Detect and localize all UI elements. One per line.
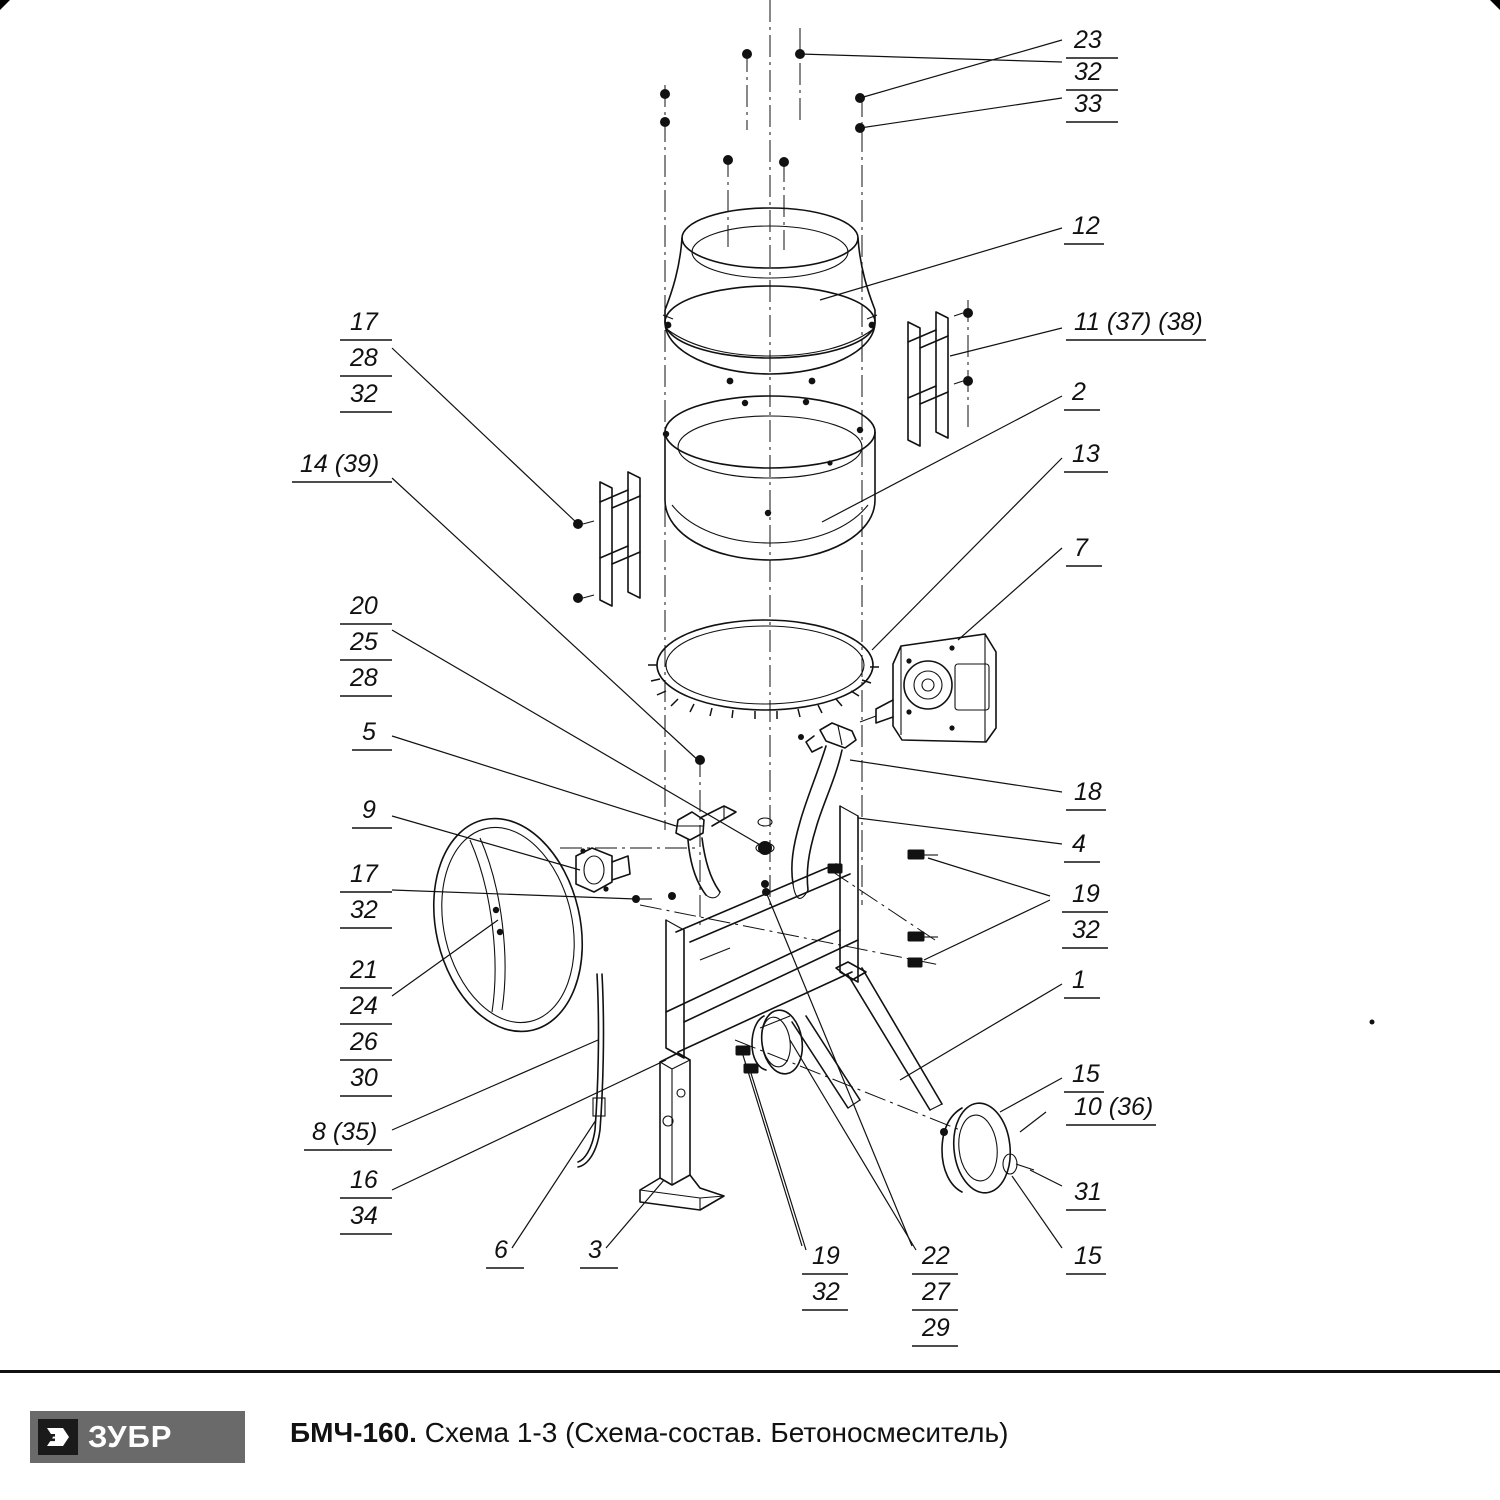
callout-label: 16 bbox=[350, 1166, 378, 1194]
callout-23-32-33 bbox=[1066, 26, 1118, 122]
leader-lines bbox=[392, 40, 1062, 1250]
callout-17-28-32 bbox=[340, 308, 392, 412]
callout-label-11: 11 (37) (38) bbox=[1074, 308, 1203, 336]
callout-label-15a: 15 bbox=[1072, 1060, 1100, 1088]
callout-label-1: 1 bbox=[1072, 966, 1086, 994]
callout-19-32-right bbox=[1062, 880, 1108, 948]
callout-17-32 bbox=[340, 860, 392, 928]
callout-label-14: 14 (39) bbox=[300, 450, 380, 478]
hub-flange bbox=[576, 848, 630, 892]
caption-text: Схема 1-3 (Схема-состав. Бетоносмеситель) bbox=[424, 1417, 1009, 1448]
callout-label-13: 13 bbox=[1072, 440, 1100, 468]
callout-label: 23 bbox=[1074, 26, 1102, 54]
callout-16-34 bbox=[340, 1166, 392, 1234]
callout-label: 19 bbox=[812, 1242, 840, 1270]
callout-22-27-29 bbox=[912, 1242, 958, 1346]
callout-label-4: 4 bbox=[1072, 830, 1086, 858]
callout-label: 28 bbox=[350, 664, 378, 692]
callout-label: 25 bbox=[350, 628, 378, 656]
part-drum-bracket-left bbox=[573, 472, 640, 606]
part-lower-drum-bowl bbox=[663, 396, 875, 560]
callout-label-8: 8 (35) bbox=[312, 1118, 378, 1146]
part-wheel-front bbox=[940, 1100, 1034, 1195]
part-ring-gear bbox=[648, 620, 879, 719]
model-number: БМЧ-160. bbox=[290, 1417, 417, 1448]
part-motor-gearbox bbox=[860, 634, 996, 742]
brand-name: ЗУБР bbox=[88, 1419, 173, 1454]
callout-label: 17 bbox=[350, 308, 378, 336]
callout-label-3: 3 bbox=[588, 1236, 602, 1264]
part-drum-bracket-right bbox=[908, 308, 973, 446]
callout-label-5: 5 bbox=[362, 718, 376, 746]
callout-label: 29 bbox=[922, 1314, 950, 1342]
callout-label-2: 2 bbox=[1072, 378, 1086, 406]
callout-label: 34 bbox=[350, 1202, 378, 1230]
callout-labels bbox=[292, 26, 1206, 1346]
callout-label: 32 bbox=[350, 896, 378, 924]
callout-20-25-28 bbox=[340, 592, 392, 696]
callout-21-24-26-30 bbox=[340, 956, 392, 1096]
stray-dot bbox=[1370, 1020, 1375, 1025]
callout-label-7: 7 bbox=[1074, 534, 1088, 562]
callout-label: 30 bbox=[350, 1064, 378, 1092]
part-hook-rod bbox=[578, 974, 605, 1167]
diagram-caption bbox=[290, 1417, 1008, 1449]
callout-label: 26 bbox=[350, 1028, 378, 1056]
callout-label: 33 bbox=[1074, 90, 1102, 118]
brand-logo bbox=[30, 1411, 245, 1463]
callout-label: 17 bbox=[350, 860, 378, 888]
callout-label: 19 bbox=[1072, 880, 1100, 908]
callout-label-9: 9 bbox=[362, 796, 376, 824]
callout-19-32-bottom bbox=[802, 1242, 848, 1310]
callout-label: 32 bbox=[812, 1278, 840, 1306]
zubr-arrow-icon bbox=[38, 1419, 78, 1455]
part-shaft-coupling bbox=[792, 723, 856, 898]
part-frame-leg bbox=[640, 1053, 724, 1210]
callout-label: 28 bbox=[350, 344, 378, 372]
part-wheel-rear bbox=[752, 1008, 806, 1077]
axis-lines bbox=[560, 0, 968, 1130]
callout-label-15b: 15 bbox=[1074, 1242, 1102, 1270]
callout-label: 22 bbox=[922, 1242, 950, 1270]
part-handwheel bbox=[414, 804, 652, 1047]
callout-label-18: 18 bbox=[1074, 778, 1102, 806]
callout-label: 32 bbox=[1072, 916, 1100, 944]
callout-label: 24 bbox=[350, 992, 378, 1020]
callout-label-10: 10 (36) bbox=[1074, 1093, 1154, 1121]
callout-label-12: 12 bbox=[1072, 212, 1100, 240]
footer-bar bbox=[0, 1370, 1500, 1500]
callout-label-31: 31 bbox=[1074, 1178, 1102, 1206]
callout-label: 21 bbox=[350, 956, 378, 984]
callout-label-6: 6 bbox=[494, 1236, 508, 1264]
callout-label: 32 bbox=[1074, 58, 1102, 86]
callout-label: 32 bbox=[350, 380, 378, 408]
part-fasteners bbox=[660, 49, 938, 1073]
callout-label: 20 bbox=[350, 592, 378, 620]
part-tilt-lever bbox=[676, 806, 774, 898]
callout-label: 27 bbox=[922, 1278, 950, 1306]
